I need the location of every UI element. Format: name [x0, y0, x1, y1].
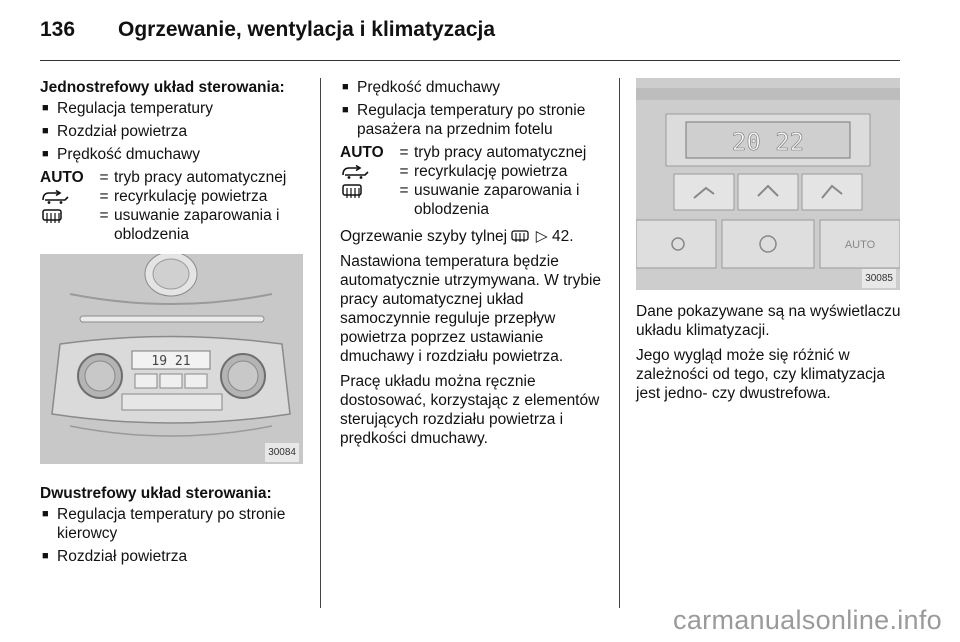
list-item: ■ Prędkość dmuchawy	[340, 78, 605, 97]
rear-defrost-icon	[340, 183, 370, 199]
dual-zone-display-illustration	[636, 78, 900, 290]
definition-row	[340, 162, 605, 181]
def-eq: =	[99, 188, 109, 205]
single-zone-bullets	[40, 99, 305, 164]
paragraph-auto-temperature: Nastawiona temperatura będzie automatycznie utrzymywana. W trybie pracy automatycznej układ samoczynnie reguluje przepływ powietrza poprzez ustawianie dmuchawy i rozdziału powietrza.	[340, 253, 602, 365]
def-text: usuwanie zaparowania i oblodzenia	[114, 207, 280, 243]
def-eq: =	[99, 207, 109, 224]
paragraph-display-info: Dane pokazywane są na wyświetlaczu układu klimatyzacji.	[636, 303, 901, 339]
recirculation-icon	[40, 189, 70, 205]
display-readout: 20 22	[731, 128, 805, 156]
page-title: Ogrzewanie, wentylacja i klimatyzacja	[118, 18, 496, 41]
column-2	[340, 78, 605, 454]
definition-row	[40, 187, 305, 206]
rear-defrost-icon	[40, 208, 70, 224]
column-divider-1	[320, 78, 321, 608]
column-3	[636, 78, 901, 409]
list-item: ■ Regulacja temperatury po stronie kierowcy	[40, 505, 305, 543]
list-item: ■ Rozdział powietrza	[40, 547, 305, 566]
column-1	[40, 78, 305, 570]
paragraph-text: Ogrzewanie szyby tylnej	[340, 228, 508, 245]
page-reference-arrow-icon[interactable]: ▷	[535, 228, 548, 245]
dual-zone-bullets	[40, 505, 305, 566]
def-text: recyrkulację powietrza	[114, 188, 268, 205]
figure-number: 30084	[265, 443, 299, 462]
definition-row	[40, 206, 305, 244]
header-divider	[40, 60, 900, 61]
list-item: ■ Prędkość dmuchawy	[40, 145, 305, 164]
def-text: usuwanie zaparowania i oblodzenia	[414, 182, 580, 218]
def-key-auto: AUTO	[340, 144, 384, 161]
def-text: recyrkulację powietrza	[414, 163, 568, 180]
definition-row	[340, 181, 605, 219]
auto-button-label: AUTO	[844, 239, 876, 251]
figure-number: 30085	[862, 269, 896, 288]
dual-zone-title: Dwustrefowy układ sterowania:	[40, 485, 272, 502]
page-number: 136	[40, 18, 76, 41]
def-eq: =	[99, 169, 109, 186]
dual-zone-definitions	[340, 143, 605, 219]
watermark: carmanualsonline.info	[673, 605, 942, 635]
list-item: ■ Regulacja temperatury	[40, 99, 305, 118]
paragraph-display-variant: Jego wygląd może się różnić w zależności od tego, czy klimatyzacja jest jedno- czy dwustrefowa.	[636, 347, 885, 402]
figure-dual-zone-display	[636, 78, 900, 290]
paragraph-manual-adjust: Pracę układu można ręcznie dostosować, korzystając z elementów sterujących rozdziału powietrza i prędkości dmuchawy.	[340, 373, 600, 447]
def-text: tryb pracy automatycznej	[114, 169, 287, 186]
column-divider-2	[619, 78, 620, 608]
rear-window-heating-paragraph	[340, 227, 605, 246]
def-eq: =	[399, 182, 409, 199]
dual-zone-bullets-continued	[340, 78, 605, 139]
single-zone-panel-illustration	[40, 254, 303, 464]
rear-defrost-icon	[511, 230, 531, 243]
def-eq: =	[399, 144, 409, 161]
figure-single-zone-panel	[40, 254, 303, 464]
def-key-auto: AUTO	[40, 169, 84, 186]
recirculation-icon	[340, 164, 370, 180]
definition-row	[40, 168, 305, 187]
definition-row	[340, 143, 605, 162]
single-zone-title: Jednostrefowy układ sterowania:	[40, 79, 285, 96]
single-zone-definitions	[40, 168, 305, 244]
list-item: ■ Regulacja temperatury po stronie pasażera na przednim fotelu	[340, 101, 605, 139]
def-eq: =	[399, 163, 409, 180]
page-reference[interactable]: 42.	[551, 228, 574, 245]
page-header	[40, 12, 900, 56]
list-item: ■ Rozdział powietrza	[40, 122, 305, 141]
display-readout: 19 21	[151, 354, 191, 369]
def-text: tryb pracy automatycznej	[414, 144, 587, 161]
